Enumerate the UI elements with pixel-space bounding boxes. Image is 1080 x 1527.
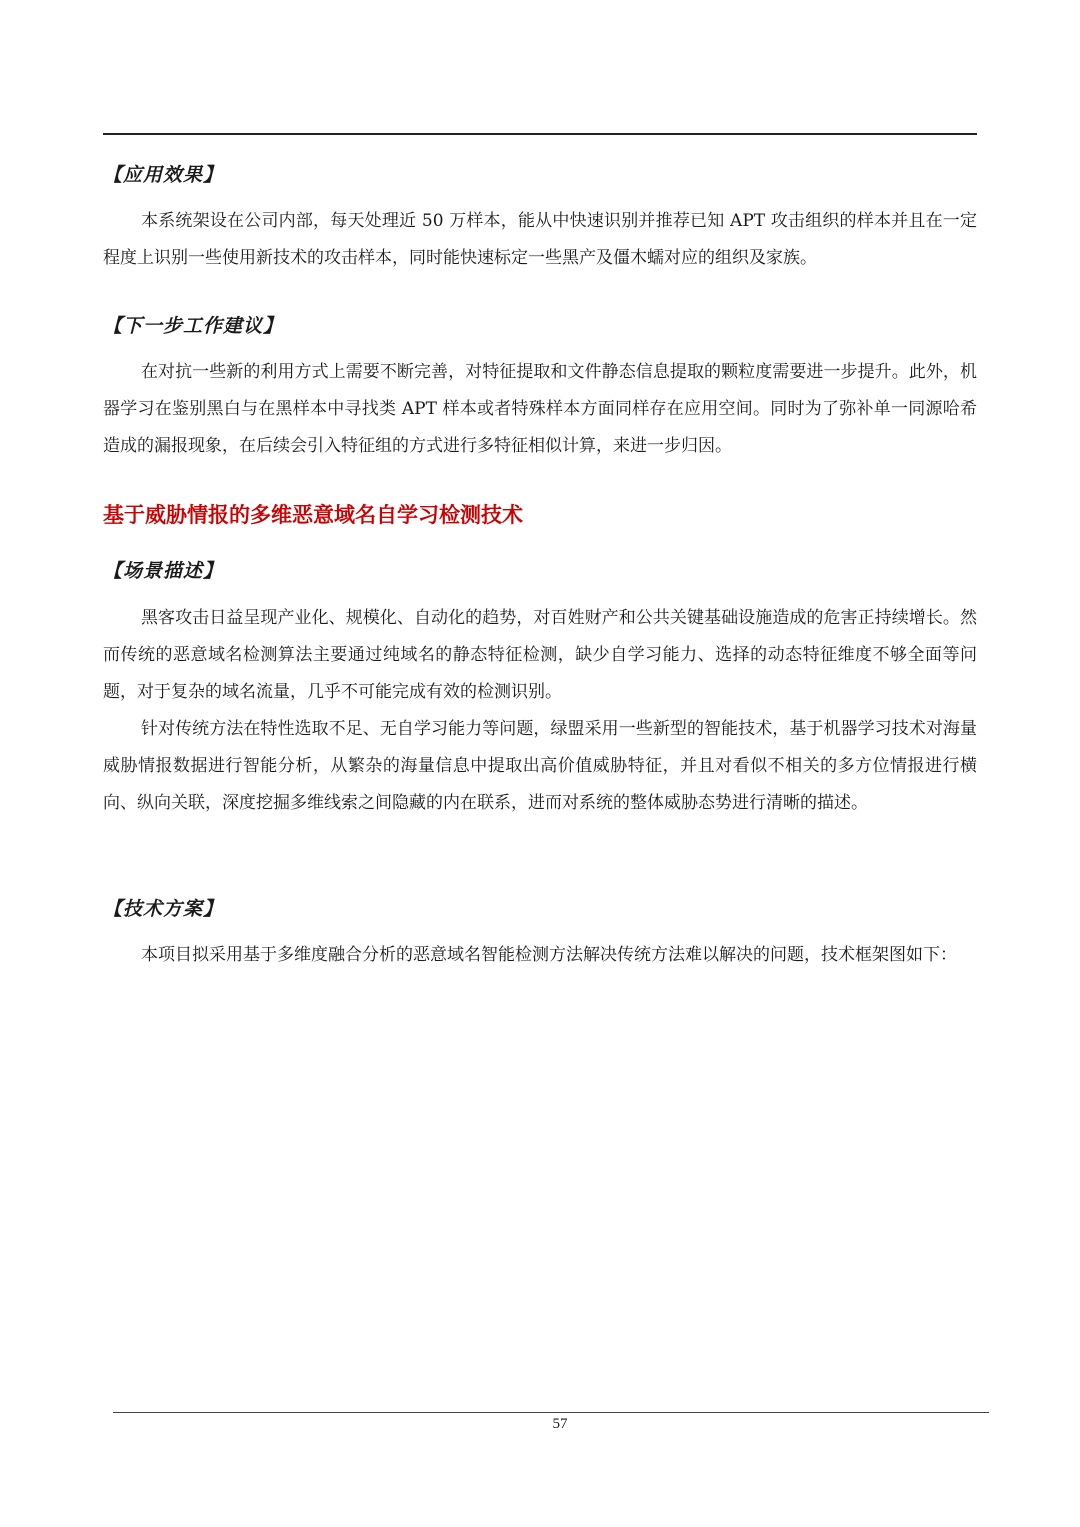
next-steps-heading: 【下一步工作建议】 bbox=[103, 315, 284, 337]
header-rule bbox=[103, 133, 977, 135]
page-number: 57 bbox=[552, 1416, 568, 1432]
section-title: 基于威胁情报的多维恶意域名自学习检测技术 bbox=[103, 503, 523, 527]
scene-heading: 【场景描述】 bbox=[103, 560, 224, 582]
tech-paragraph: 本项目拟采用基于多维度融合分析的恶意域名智能检测方法解决传统方法难以解决的问题，技术框架图如下： bbox=[141, 945, 957, 965]
next-steps-paragraph: 在对抗一些新的利用方式上需要不断完善，对特征提取和文件静态信息提取的颗粒度需要进一步提升。此外，机器学习在鉴别黑白与在黑样本中寻找类 APT 样本或者特殊样本方面同样存在应用空间。同时为了弥补单一同源哈希造成的漏报现象，在后续会引入特征组的方式进行多特征相似计算，来进一步归因。 bbox=[103, 362, 977, 456]
scene-paragraph-2: 针对传统方法在特性选取不足、无自学习能力等问题，绿盟采用一些新型的智能技术，基于机器学习技术对海量威胁情报数据进行智能分析，从繁杂的海量信息中提取出高价值威胁特征，并且对看似不相关的多方位情报进行横向、纵向关联，深度挖掘多维线索之间隐藏的内在联系，进而对系统的整体威胁态势进行清晰的描述。 bbox=[103, 719, 977, 813]
effect-heading: 【应用效果】 bbox=[103, 164, 224, 186]
scene-paragraph-1: 黑客攻击日益呈现产业化、规模化、自动化的趋势，对百姓财产和公共关键基础设施造成的危害正持续增长。然而传统的恶意域名检测算法主要通过纯域名的静态特征检测，缺少自学习能力、选择的动态特征维度不够全面等问题，对于复杂的域名流量，几乎不可能完成有效的检测识别。 bbox=[103, 608, 977, 702]
tech-heading: 【技术方案】 bbox=[103, 898, 224, 920]
effect-paragraph: 本系统架设在公司内部，每天处理近 50 万样本，能从中快速识别并推荐已知 APT 攻击组织的样本并且在一定程度上识别一些使用新技术的攻击样本，同时能快速标定一些黑产及僵木蠕对应的组织及家族。 bbox=[103, 211, 977, 268]
footer-rule bbox=[113, 1412, 989, 1413]
